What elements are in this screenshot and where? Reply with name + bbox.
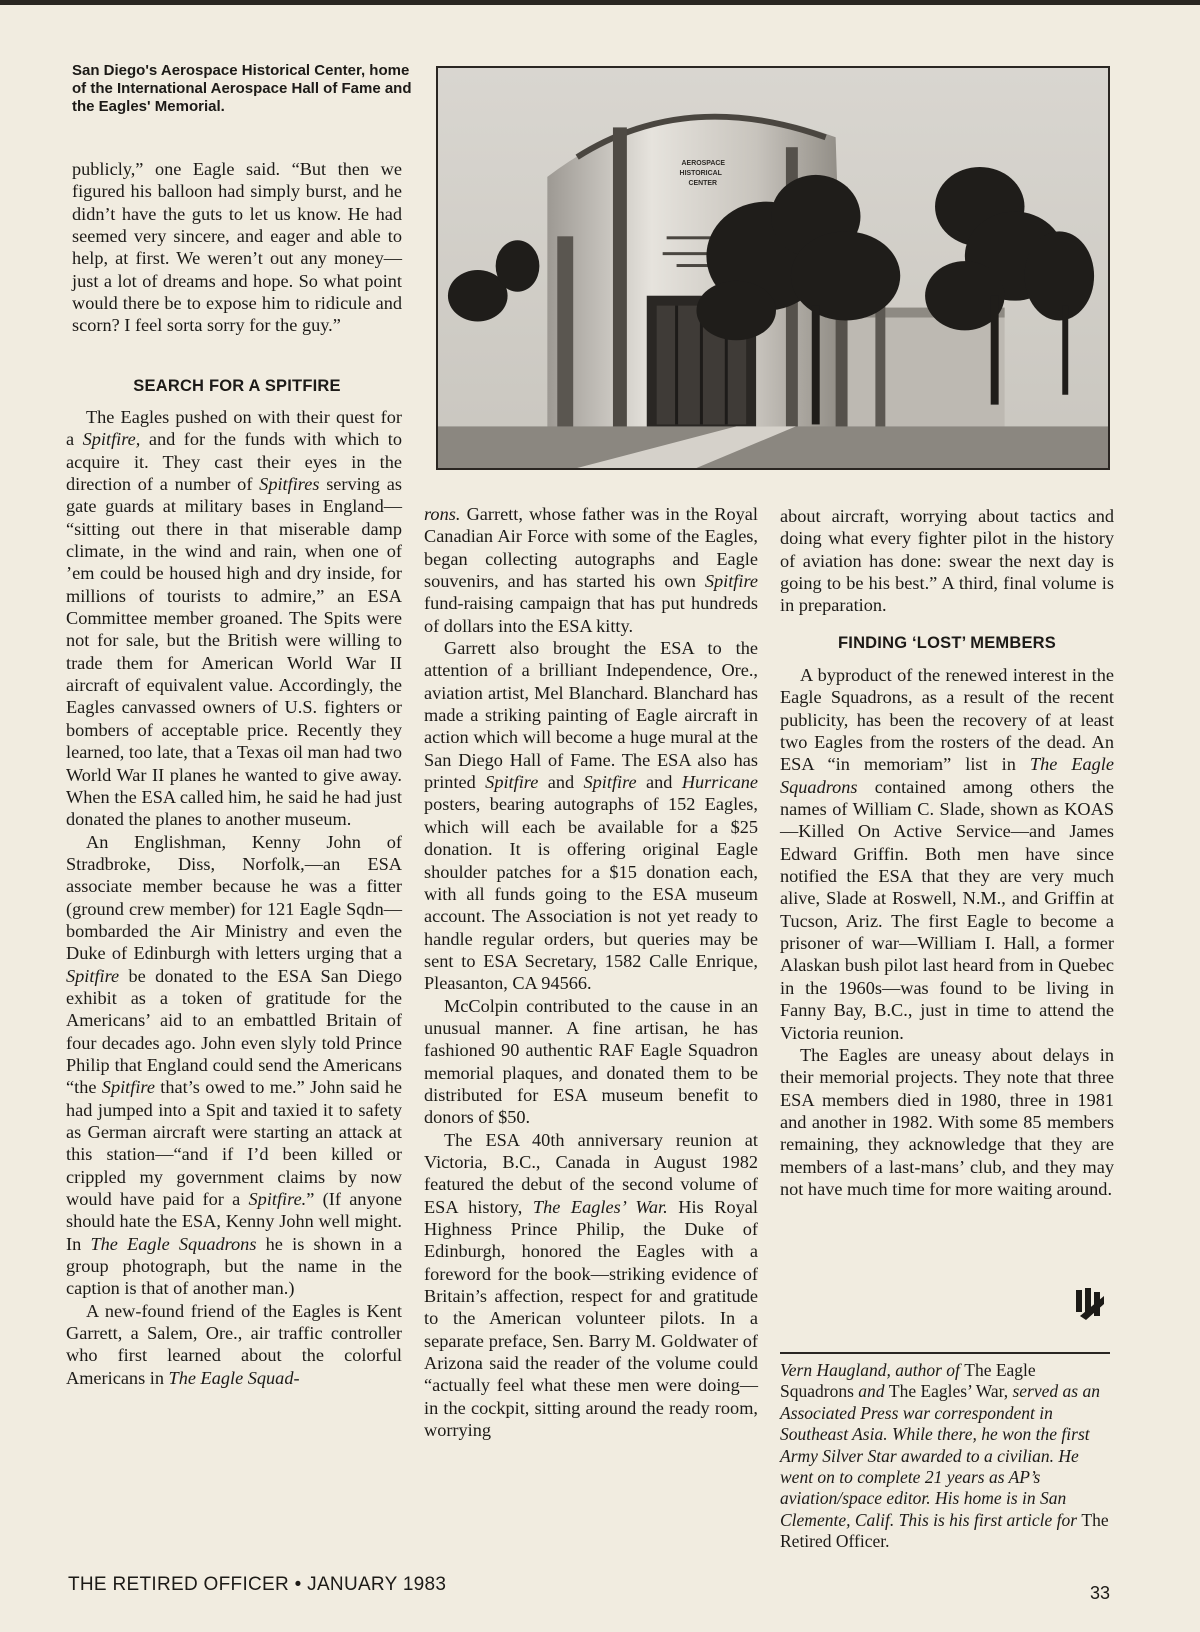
top-border-rule (0, 0, 1200, 5)
subheading-finding-lost-members: FINDING ‘LOST’ MEMBERS (838, 634, 1056, 652)
subheading-search-for-a-spitfire: SEARCH FOR A SPITFIRE (133, 377, 341, 395)
sign-line-2: HISTORICAL (679, 169, 722, 177)
column-1-lower (66, 406, 402, 1389)
sign-line-3: CENTER (688, 179, 718, 187)
eagle-end-mark-icon (1072, 1286, 1108, 1322)
paragraph: An Englishman, Kenny John of Stradbroke, Diss, Norfolk,—an ESA associate member because he was a fitter (ground crew member) for 121 Eagle Sqdn—bombarded the Air Ministry and even the Duke of Edinburgh with letters urging that a Spitfire be donated to the ESA San Diego exhibit as a token of gratitude for the Americans’ aid to an embattled Britain of four decades ago. John even slyly told Prince Philip that England could send the Americans “the Spitfire that’s owed to me.” John said he had jumped into a Spit and taxied it to safety as German aircraft were starting an attack at this station—“and if I’d been killed or crippled my government claims by now would have paid for a Spitfire.” (If anyone should hate the ESA, Kenny John well might. In The Eagle Squadrons he is shown in a group photograph, but the name in the caption is that of another man.) (66, 831, 402, 1299)
paragraph: A new-found friend of the Eagles is Kent Garrett, a Salem, Ore., air traffic controller who first learned about the colorful Americans in The Eagle Squad- (66, 1300, 402, 1388)
paragraph: A byproduct of the renewed interest in the Eagle Squadrons, as a result of the recent publicity, has been the recovery of at least two Eagles from the rosters of the dead. An ESA “in memoriam” list in The Eagle Squadrons contained among others the names of William C. Slade, shown as KOAS—Killed On Active Service—and James Edward Griffin. Both men have since notified the ESA that they are very much alive, Slade at Roswell, N.M., and Griffin at Tucson, Ariz. The first Eagle to become a prisoner of war—William I. Hall, a former Alaskan bush pilot last heard from in Quebec in the 1960s—was found to be living in Fanny Bay, B.C., just in time to attend the Victoria reunion. (780, 665, 1115, 1043)
paragraph: The Eagles are uneasy about delays in their memorial projects. They note that three ESA members died in 1980, three in 1981 and another in 1982. With some 85 members remaining, they acknowledge that they are members of a last-mans’ club, and they may not have much time for more waiting around. (780, 1044, 1114, 1199)
paragraph: Garrett also brought the ESA to the attention of a brilliant Independence, Ore., aviation artist, Mel Blanchard. Blanchard has made a striking painting of Eagle aircraft in action which will become a huge mural at the San Diego Hall of Fame. The ESA also has printed Spitfire and Spitfire and Hurricane posters, bearing autographs of 152 Eagles, which will each be available for a $25 donation. It is offering original Eagle shoulder patches for a $15 donation each, with all funds going to the ESA museum account. The Association is not yet ready to handle regular orders, but queries may be sent to ESA Secretary, 1582 Calle Enrique, Pleasanton, CA 94566. (424, 638, 758, 994)
author-bio: Vern Haugland, author of The Eagle Squadrons and The Eagles’ War, served as an Associated Press war correspondent in Southeast Asia. While there, he won the first Army Silver Star awarded to a civilian. He went on to complete 21 years as AP’s aviation/space editor. His home is in San Clemente, Calif. This is his first article for The Retired Officer. (780, 1360, 1109, 1552)
page-number: 33 (1090, 1583, 1111, 1603)
paragraph: The ESA 40th anniversary reunion at Victoria, B.C., Canada in August 1982 featured the debut of the second volume of ESA history, The Eagles’ War. His Royal Highness Prince Philip, the Duke of Edinburgh, honored the Eagles with a foreword for the book—striking evidence of Britain’s affection, respect for and gratitude to the American volunteer pilots. In a separate preface, Sen. Barry M. Goldwater of Arizona said the reader of the volume could “actually feel what these men were doing—in the cockpit, sitting around the ready room, worrying (424, 1129, 758, 1441)
column-3-lower (780, 664, 1114, 1200)
paragraph: McColpin contributed to the cause in an unusual manner. A fine artisan, he has fashioned 90 authentic RAF Eagle Squadron memorial plaques, and donated them to be distributed for ESA museum benefit to donors of $50. (424, 995, 758, 1128)
aerospace-center-photo (436, 66, 1110, 470)
paragraph: about aircraft, worrying about tactics and doing what every fighter pilot in the history of aviation has done: swear the next day is going to be his best.” A third, final volume is in preparation. (780, 506, 1114, 616)
column-1-upper (72, 158, 402, 337)
bio-divider (780, 1352, 1110, 1354)
column-2 (424, 503, 758, 1441)
sign-line-1: AEROSPACE (681, 160, 726, 168)
paragraph: rons. Garrett, whose father was in the Royal Canadian Air Force with some of the Eagles, began collecting autographs and Eagle souvenirs, and has started his own Spitfire fund-raising campaign that has put hundreds of dollars into the ESA kitty. (424, 504, 758, 636)
footer-publication-date: THE RETIRED OFFICER • JANUARY 1983 (68, 1574, 447, 1595)
building-photo-illustration (438, 68, 1108, 468)
photo-caption: San Diego's Aerospace Historical Center, home of the International Aerospace Hall of Fame and the Eagles' Memorial. (72, 62, 412, 115)
column-3 (780, 505, 1114, 617)
paragraph: The Eagles pushed on with their quest for a Spitfire, and for the funds with which to acquire it. They cast their eyes in the direction of a number of Spitfires serving as gate guards at military bases in England— “sitting out there in that miserable damp climate, in the wind and rain, when one of ’em could be housed high and dry inside, for millions of tourists to admire,” an ESA Committee member groaned. The Spits were not for sale, but the British were willing to trade them for American World War II aircraft of equivalent value. Accordingly, the Eagles canvassed owners of U.S. fighters or bombers of acceptable price. Recently they learned, too late, that a Texas oil man had two World War II planes he wanted to give away. When the ESA called him, he said he had just donated the planes to another museum. (66, 407, 403, 830)
paragraph: publicly,” one Eagle said. “But then we figured his balloon had simply burst, and he didn’t have the guts to let us know. He had seemed very sincere, and eager and able to help, at first. We weren’t out any money—just a lot of dreams and hope. So what point would there be to expose him to ridicule and scorn? I feel sorta sorry for the guy.” (72, 159, 402, 336)
